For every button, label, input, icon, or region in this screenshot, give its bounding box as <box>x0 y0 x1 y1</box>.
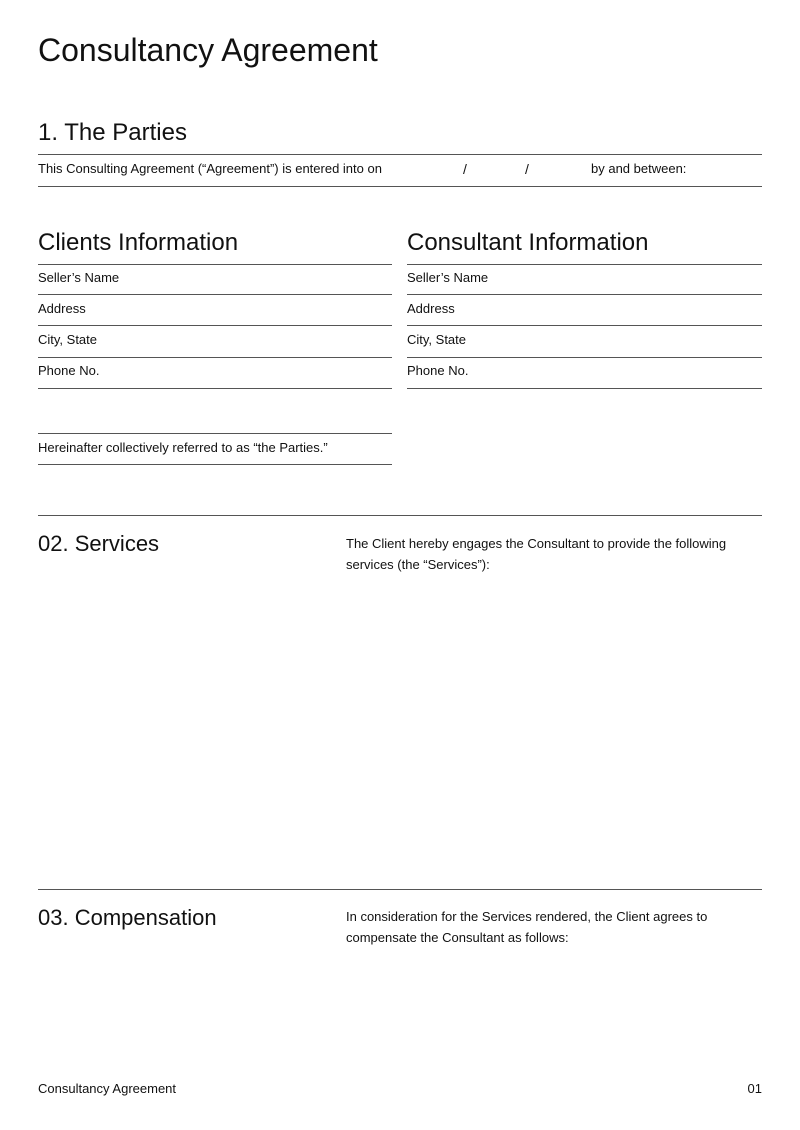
services-rule <box>38 515 762 516</box>
client-city-field: City, State <box>38 332 98 347</box>
client-name-rule <box>38 294 392 295</box>
consultant-address-rule <box>407 325 762 326</box>
client-phone-rule <box>38 388 392 389</box>
agreement-intro: This Consulting Agreement (“Agreement”) is entered into on <box>38 161 382 176</box>
client-address-rule <box>38 325 392 326</box>
consultant-heading: Consultant Information <box>407 229 649 256</box>
consultant-city-rule <box>407 357 762 358</box>
consultant-name-rule <box>407 294 762 295</box>
client-city-rule <box>38 357 392 358</box>
services-heading: 02. Services <box>38 531 160 556</box>
compensation-text: In consideration for the Services rendered, the Client agrees to compensate the Consultant as follows: <box>346 909 708 945</box>
clients-heading: Clients Information <box>38 229 239 256</box>
parties-heading: 1. The Parties <box>38 119 187 146</box>
collective-rule-bottom <box>38 464 392 465</box>
parties-rule-top <box>38 154 762 155</box>
clients-rule <box>38 264 392 265</box>
consultant-name-field: Seller’s Name <box>407 270 489 285</box>
consultant-address-field: Address <box>407 301 455 316</box>
date-separator: / <box>463 161 467 177</box>
consultant-city-field: City, State <box>407 332 467 347</box>
parties-rule-bottom <box>38 186 762 187</box>
consultant-rule <box>407 264 762 265</box>
collective-rule-top <box>38 433 392 434</box>
agreement-suffix: by and between: <box>591 161 687 176</box>
consultant-phone-rule <box>407 388 762 389</box>
client-address-field: Address <box>38 301 86 316</box>
date-separator: / <box>525 161 529 177</box>
page-number: 01 <box>747 1081 762 1096</box>
services-text: The Client hereby engages the Consultant to provide the following services (the “Services”): <box>346 536 727 572</box>
compensation-heading: 03. Compensation <box>38 905 217 930</box>
document-title: Consultancy Agreement <box>38 32 378 68</box>
collective-statement: Hereinafter collectively referred to as “the Parties.” <box>38 440 328 455</box>
compensation-rule <box>38 889 762 890</box>
footer-label: Consultancy Agreement <box>38 1081 177 1096</box>
client-name-field: Seller’s Name <box>38 270 120 285</box>
client-phone-field: Phone No. <box>38 363 100 378</box>
consultant-phone-field: Phone No. <box>407 363 469 378</box>
